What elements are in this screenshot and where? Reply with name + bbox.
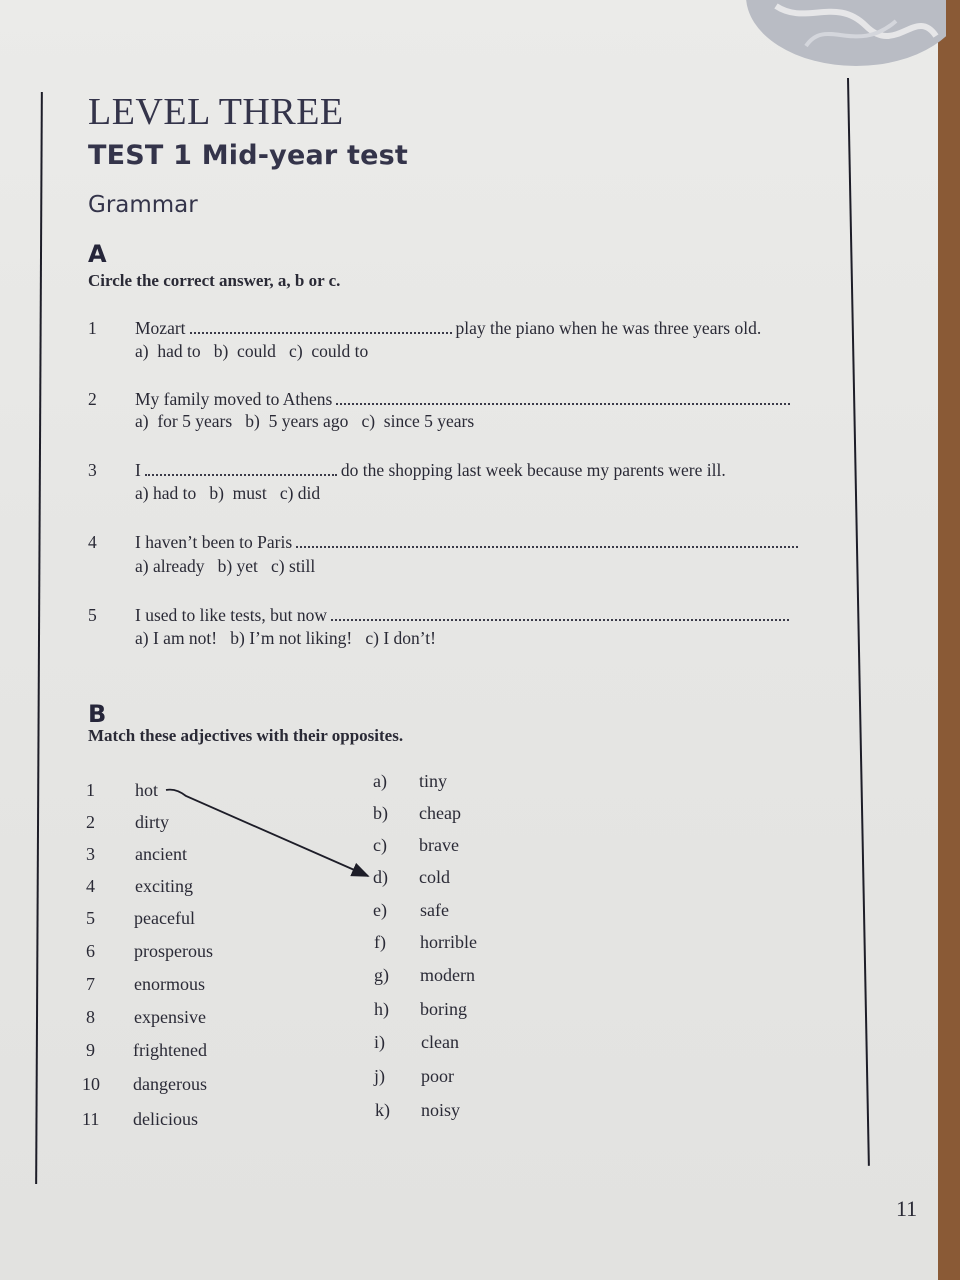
section-b-instruction: Match these adjectives with their opposites. [88,726,404,745]
opposite-item[interactable]: poor [421,1066,454,1086]
opposite-letter: d) [373,867,388,887]
corner-decoration [746,0,946,76]
opposite-item[interactable]: brave [419,835,459,855]
answer-blank[interactable] [336,389,790,405]
question-number: 5 [88,605,97,625]
adjective-item[interactable]: expensive [134,1007,206,1027]
question-stem: I [135,460,141,480]
adjective-item[interactable]: hot [135,780,159,800]
question-number: 4 [88,532,97,552]
opposite-item[interactable]: cheap [419,803,461,823]
answer-blank[interactable] [145,460,337,476]
adjective-number: 2 [86,812,95,832]
question-ending: play the piano when he was three years old. [455,318,762,338]
question-ending: do the shopping last week because my parents were ill. [340,460,726,480]
adjective-number: 8 [86,1007,95,1027]
opposite-letter: f) [374,932,386,952]
adjective-item[interactable]: enormous [134,974,205,994]
section-heading: Grammar [88,192,198,218]
adjective-number: 6 [86,941,95,961]
adjective-item[interactable]: prosperous [134,941,213,961]
adjective-item[interactable]: peaceful [134,908,195,928]
opposite-item[interactable]: modern [420,965,475,985]
question-text [135,389,794,410]
answer-options[interactable]: a) already b) yet c) still [135,556,316,576]
right-margin-rule [847,78,870,1166]
question-stem: I haven’t been to Paris [135,532,293,552]
opposite-item[interactable]: horrible [420,932,477,952]
adjective-item[interactable]: dirty [135,812,169,832]
question-text [135,460,726,481]
adjective-item[interactable]: exciting [135,876,193,896]
opposite-letter: i) [374,1032,385,1052]
opposite-item[interactable]: tiny [419,771,448,791]
test-title: TEST 1 Mid-year test [88,140,409,171]
question-number: 1 [88,318,97,338]
adjective-number: 11 [82,1109,100,1129]
answer-options[interactable]: a) had to b) could c) could to [135,341,369,361]
adjective-number: 1 [86,780,95,800]
opposite-letter: j) [374,1066,385,1086]
opposite-letter: g) [374,965,389,985]
adjective-number: 5 [86,908,95,928]
adjective-number: 7 [86,974,95,994]
answer-blank[interactable] [296,532,798,548]
opposite-item[interactable]: noisy [421,1100,461,1120]
adjective-item[interactable]: dangerous [133,1074,207,1094]
section-b-letter: B [88,700,107,728]
opposite-letter: c) [373,835,387,855]
section-a-letter: A [88,240,107,268]
question-stem: Mozart [135,318,186,338]
section-a-instruction: Circle the correct answer, a, b or c. [88,271,341,290]
adjective-item[interactable]: ancient [135,844,187,864]
question-number: 3 [88,460,97,480]
question-stem: My family moved to Athens [135,389,333,409]
question-text [135,318,761,339]
level-heading: LEVEL THREE [88,91,344,133]
answer-options[interactable]: a) had to b) must c) did [135,483,321,503]
question-text [135,605,793,626]
opposite-letter: b) [373,803,388,823]
adjective-number: 9 [86,1040,95,1060]
question-stem: I used to like tests, but now [135,605,327,625]
adjective-item[interactable]: delicious [133,1109,198,1129]
answer-blank[interactable] [331,605,789,621]
answer-options[interactable]: a) for 5 years b) 5 years ago c) since 5 years [135,411,475,431]
opposite-item[interactable]: clean [421,1032,459,1052]
adjective-number: 4 [86,876,95,896]
adjective-number: 3 [86,844,95,864]
answer-options[interactable]: a) I am not! b) I’m not liking! c) I don’t! [135,628,436,648]
opposite-letter: h) [374,999,389,1019]
left-margin-rule [35,92,43,1184]
opposite-letter: a) [373,771,387,791]
question-number: 2 [88,389,97,409]
opposite-item[interactable]: boring [420,999,467,1019]
adjective-number: 10 [82,1074,100,1094]
opposite-letter: e) [373,900,387,920]
opposite-letter: k) [375,1100,390,1120]
opposite-item[interactable]: safe [420,900,449,920]
question-text [135,532,802,553]
answer-blank[interactable] [190,318,452,334]
page-number: 11 [896,1196,918,1221]
opposite-item[interactable]: cold [419,867,450,887]
adjective-item[interactable]: frightened [133,1040,207,1060]
